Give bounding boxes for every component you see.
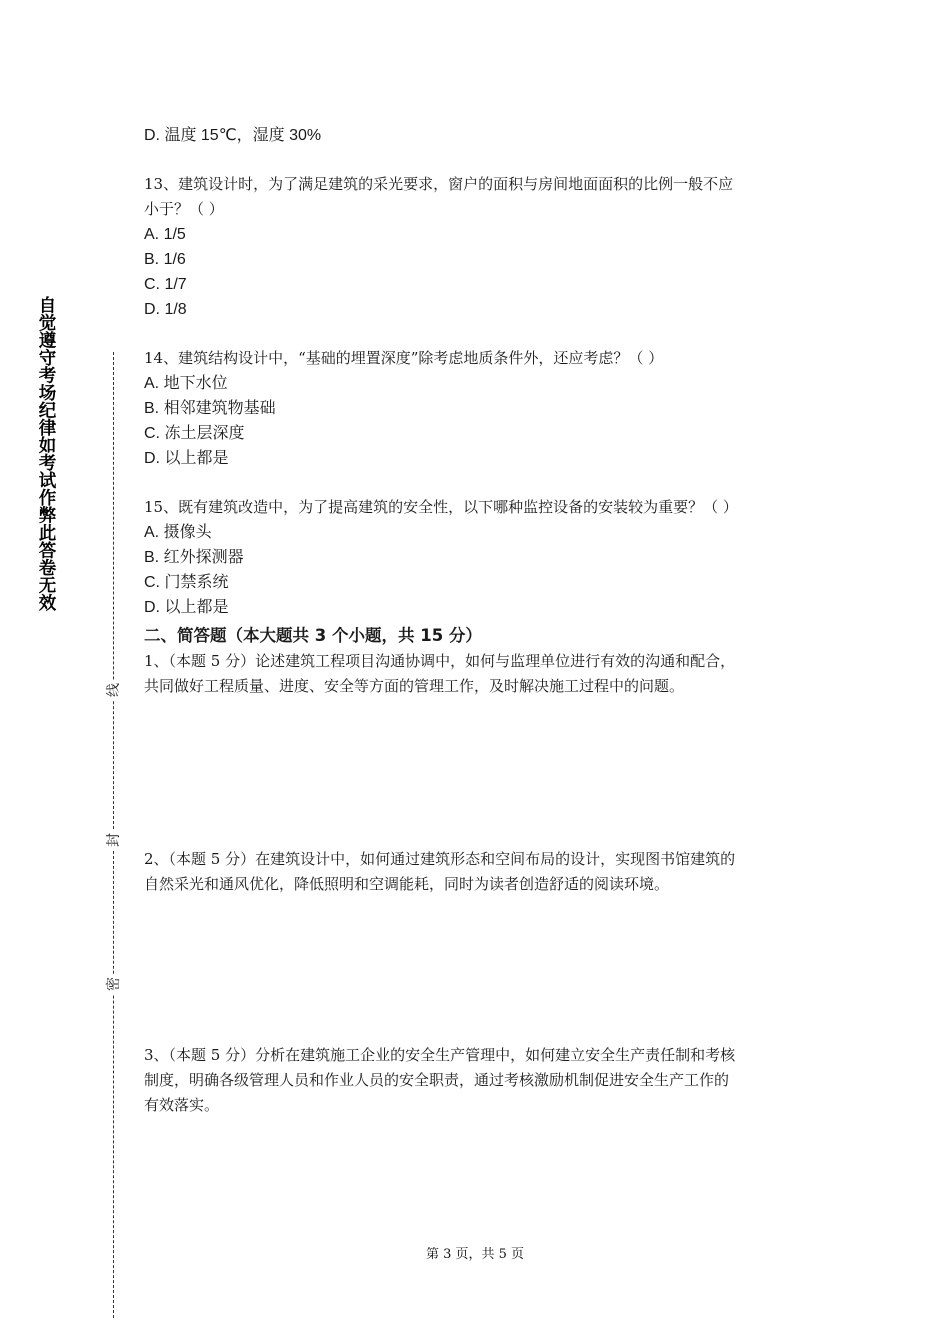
question-stem: 3、（本题 5 分）分析在建筑施工企业的安全生产管理中，如何建立安全生产责任制和考核 [144, 1046, 736, 1064]
short-answer-1 [144, 649, 824, 699]
answer-space [144, 699, 824, 847]
short-answer-2 [144, 847, 824, 897]
option-d: D. 以上都是 [144, 450, 229, 467]
binding-mark-line: 线 [104, 680, 124, 700]
question-stem: 制度，明确各级管理人员和作业人员的安全职责，通过考核激励机制促进安全生产工作的 [144, 1071, 730, 1089]
question-13 [144, 172, 824, 322]
option-d: D. 以上都是 [144, 599, 229, 616]
question-stem: 自然采光和通风优化，降低照明和空调能耗，同时为读者创造舒适的阅读环境。 [144, 875, 670, 893]
q12-option-d: D. 温度 15℃，湿度 30% [144, 127, 322, 144]
question-15 [144, 495, 824, 620]
question-stem: 13、建筑设计时，为了满足建筑的采光要求，窗户的面积与房间地面面积的比例一般不应 [144, 175, 734, 193]
question-stem: 14、建筑结构设计中，“基础的埋置深度”除考虑地质条件外，还应考虑？（ ） [144, 349, 664, 367]
option-a: A. 1/5 [144, 226, 186, 243]
answer-space [144, 897, 824, 1043]
option-c: C. 门禁系统 [144, 574, 229, 591]
exam-discipline-notice: 自觉遵守考场纪律如考试作弊此答卷无效 [36, 296, 56, 611]
question-stem: 有效落实。 [144, 1096, 220, 1114]
question-stem: 小于？（ ） [144, 200, 224, 218]
option-c: C. 冻土层深度 [144, 425, 245, 442]
short-answer-3 [144, 1043, 824, 1118]
option-c: C. 1/7 [144, 276, 187, 293]
option-b: B. 1/6 [144, 251, 186, 268]
section-title-short-answer: 二、简答题（本大题共 3 个小题，共 15 分） [144, 626, 482, 645]
option-b: B. 红外探测器 [144, 549, 244, 566]
question-stem: 1、（本题 5 分）论述建筑工程项目沟通协调中，如何与监理单位进行有效的沟通和配合， [144, 652, 736, 670]
binding-mark-secret: 密 [104, 974, 124, 994]
option-a: A. 摄像头 [144, 524, 212, 541]
question-stem: 共同做好工程质量、进度、安全等方面的管理工作，及时解决施工过程中的问题。 [144, 677, 685, 695]
page-number-footer: 第 3 页，共 5 页 [425, 1247, 525, 1262]
question-stem: 2、（本题 5 分）在建筑设计中，如何通过建筑形态和空间布局的设计，实现图书馆建筑的 [144, 850, 736, 868]
option-a: A. 地下水位 [144, 375, 228, 392]
option-b: B. 相邻建筑物基础 [144, 400, 276, 417]
question-stem: 15、既有建筑改造中，为了提高建筑的安全性，以下哪种监控设备的安装较为重要？（ ） [144, 498, 738, 516]
exam-content [144, 123, 824, 1118]
question-14 [144, 346, 824, 471]
option-d: D. 1/8 [144, 301, 187, 318]
binding-mark-seal: 封 [104, 830, 124, 850]
